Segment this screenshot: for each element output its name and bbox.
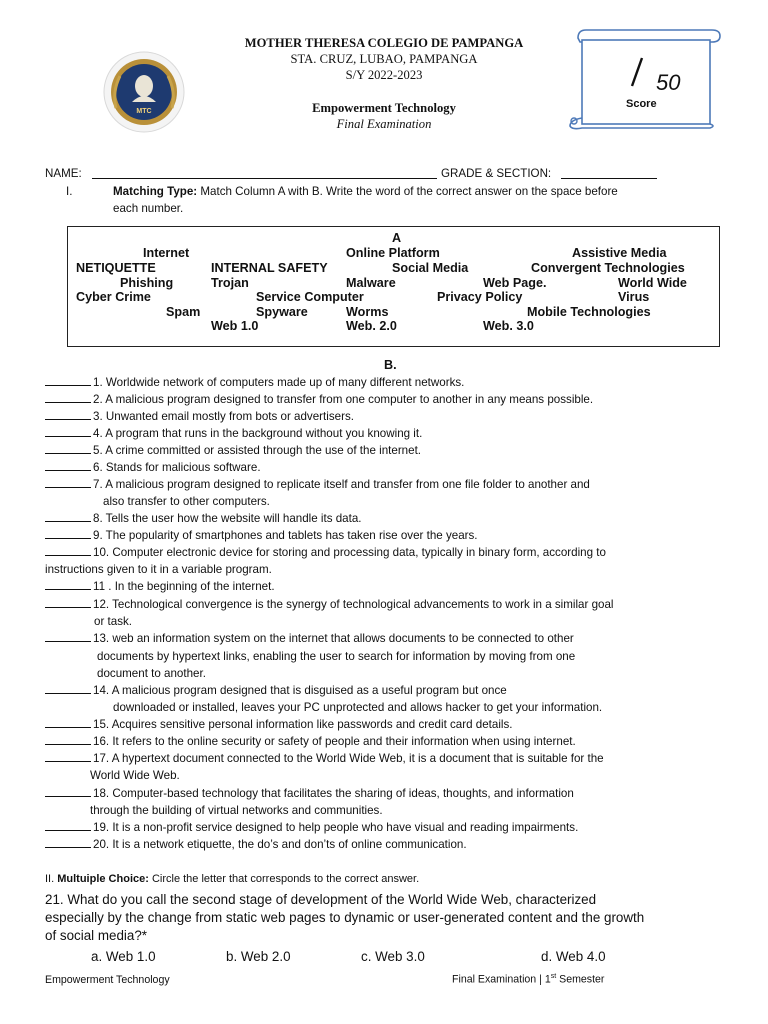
item-text: 14. A malicious program designed that is disguised as a useful program but once <box>93 684 507 697</box>
score-total: 50 <box>656 70 681 95</box>
word-mobile-technologies: Mobile Technologies <box>527 305 651 319</box>
item-text: 8. Tells the user how the website will handle its data. <box>93 512 362 525</box>
answer-blank[interactable] <box>45 838 91 848</box>
item-text: 18. Computer-based technology that facilitates the sharing of ideas, thoughts, and information <box>93 787 574 800</box>
item-5 <box>45 444 421 457</box>
item-11 <box>45 580 275 593</box>
logo-text: MTC <box>136 108 152 115</box>
answer-blank[interactable] <box>45 529 91 539</box>
item-20 <box>45 838 467 851</box>
word-internet: Internet <box>143 246 190 260</box>
question-21-cont2: of social media?* <box>45 928 147 943</box>
answer-blank[interactable] <box>45 410 91 420</box>
word-online-platform: Online Platform <box>346 246 440 260</box>
name-label: NAME: <box>45 167 82 180</box>
footer-exam <box>452 973 604 986</box>
item-2 <box>45 393 593 406</box>
item-7 <box>45 478 590 491</box>
item-text: 1. Worldwide network of computers made up of many different networks. <box>93 376 465 389</box>
column-a-heading: A <box>392 231 402 245</box>
item-text: 16. It refers to the online security or safety of people and their information when using internet. <box>93 735 576 748</box>
item-text: 2. A malicious program designed to transfer from one computer to another in any means possible. <box>93 393 594 406</box>
part2-instruction <box>45 873 419 885</box>
item-16 <box>45 735 576 748</box>
item-8 <box>45 512 362 525</box>
item-13 <box>45 632 574 645</box>
item-7-cont: also transfer to other computers. <box>103 495 270 508</box>
answer-blank[interactable] <box>45 393 91 403</box>
name-field[interactable] <box>92 178 437 179</box>
answer-blank[interactable] <box>45 735 91 745</box>
footer-exam-text: Final Examination | 1 <box>452 973 551 986</box>
item-text: 20. It is a network etiquette, the do’s and don’ts of online communication. <box>93 838 467 851</box>
word-service-computer: Service Computer <box>256 290 364 304</box>
item-text: 13. web an information system on the internet that allows documents to be connected to other <box>93 632 574 645</box>
subject-title: Empowerment Technology <box>312 101 456 115</box>
word-virus: Virus <box>618 290 650 304</box>
score-label: Score <box>626 98 657 110</box>
item-15 <box>45 718 513 731</box>
part1-number: I. <box>66 185 73 198</box>
word-spam: Spam <box>166 305 201 319</box>
word-phishing: Phishing <box>120 276 174 290</box>
item-3 <box>45 410 354 423</box>
item-text: 10. Computer electronic device for storing and processing data, typically in binary form, according to <box>93 546 606 559</box>
school-logo <box>102 50 186 134</box>
choice-c[interactable]: c. Web 3.0 <box>361 949 425 964</box>
answer-blank[interactable] <box>45 684 91 694</box>
answer-blank[interactable] <box>45 821 91 831</box>
item-17-cont: World Wide Web. <box>90 769 180 782</box>
school-year: S/Y 2022-2023 <box>345 68 423 82</box>
item-text: 4. A program that runs in the background without you knowing it. <box>93 427 423 440</box>
answer-blank[interactable] <box>45 478 91 488</box>
exam-title: Final Examination <box>336 117 432 131</box>
item-text: 17. A hypertext document connected to the World Wide Web, it is a document that is suitable for the <box>93 752 604 765</box>
grade-field[interactable] <box>561 178 657 179</box>
item-13-cont1: documents by hypertext links, enabling the user to search for information by moving from one <box>97 650 576 663</box>
answer-blank[interactable] <box>45 512 91 522</box>
part1-instruction <box>113 185 618 198</box>
column-b-heading: B. <box>384 358 397 372</box>
school-address: STA. CRUZ, LUBAO, PAMPANGA <box>290 52 478 66</box>
word-web-2: Web. 2.0 <box>346 319 397 333</box>
item-12 <box>45 598 614 611</box>
item-10-cont: instructions given to it in a variable program. <box>45 563 272 576</box>
question-21-cont1: especially by the change from static web pages to dynamic or user-generated content and the growth <box>45 910 645 925</box>
item-text: 19. It is a non-profit service designed to help people who have visual and reading impairments. <box>93 821 579 834</box>
item-text: 5. A crime committed or assisted through the use of the internet. <box>93 444 422 457</box>
item-6 <box>45 461 261 474</box>
answer-blank[interactable] <box>45 632 91 642</box>
answer-blank[interactable] <box>45 461 91 471</box>
grade-label: GRADE & SECTION: <box>441 167 552 180</box>
item-1 <box>45 376 464 389</box>
score-box <box>562 28 722 132</box>
answer-blank[interactable] <box>45 752 91 762</box>
footer-subject: Empowerment Technology <box>45 974 170 986</box>
word-cyber-crime: Cyber Crime <box>76 290 151 304</box>
answer-blank[interactable] <box>45 580 91 590</box>
item-4 <box>45 427 422 440</box>
question-21: 21. What do you call the second stage of development of the World Wide Web, characterized <box>45 892 597 907</box>
part2-number: II. <box>45 873 55 885</box>
item-19 <box>45 821 578 834</box>
school-name: MOTHER THERESA COLEGIO DE PAMPANGA <box>244 36 524 50</box>
footer-sup: st <box>550 973 557 980</box>
part1-instruction-cont: each number. <box>113 202 184 215</box>
word-assistive-media: Assistive Media <box>572 246 667 260</box>
item-18 <box>45 787 574 800</box>
word-web-page: Web Page. <box>483 276 547 290</box>
answer-blank[interactable] <box>45 444 91 454</box>
part2-title: Multuiple Choice: <box>57 873 149 885</box>
choice-a[interactable]: a. Web 1.0 <box>91 949 156 964</box>
item-text: 9. The popularity of smartphones and tablets has taken rise over the years. <box>93 529 478 542</box>
choice-b[interactable]: b. Web 2.0 <box>226 949 291 964</box>
item-text: 7. A malicious program designed to replicate itself and transfer from one file folder to another and <box>93 478 590 491</box>
part2-instruction-text: Circle the letter that corresponds to the correct answer. <box>148 873 420 885</box>
item-10 <box>45 546 606 559</box>
word-worms: Worms <box>346 305 389 319</box>
item-12-cont: or task. <box>94 615 133 628</box>
choice-d[interactable]: d. Web 4.0 <box>541 949 606 964</box>
word-web-3: Web. 3.0 <box>483 319 534 333</box>
word-privacy-policy: Privacy Policy <box>437 290 523 304</box>
item-17 <box>45 752 604 765</box>
part1-title: Matching Type: <box>113 185 198 198</box>
word-convergent-technologies: Convergent Technologies <box>531 261 685 275</box>
item-text: 3. Unwanted email mostly from bots or advertisers. <box>93 410 354 423</box>
word-world-wide: World Wide <box>618 276 687 290</box>
footer-semester: Semester <box>556 973 605 986</box>
word-social-media: Social Media <box>392 261 469 275</box>
item-13-cont2: document to another. <box>97 667 206 680</box>
word-netiquette: NETIQUETTE <box>76 261 156 275</box>
item-14-cont: downloaded or installed, leaves your PC unprotected and allows hacker to get your information. <box>113 701 603 714</box>
item-9 <box>45 529 478 542</box>
answer-blank[interactable] <box>45 598 91 608</box>
answer-blank[interactable] <box>45 787 91 797</box>
item-text: 12. Technological convergence is the synergy of technological advancements to work in a similar goal <box>93 598 614 611</box>
answer-blank[interactable] <box>45 376 91 386</box>
word-spyware: Spyware <box>256 305 308 319</box>
answer-blank[interactable] <box>45 427 91 437</box>
item-text: 6. Stands for malicious software. <box>93 461 261 474</box>
part1-instruction-text: Match Column A with B. Write the word of the correct answer on the space before <box>197 185 618 198</box>
word-malware: Malware <box>346 276 396 290</box>
item-14 <box>45 684 507 697</box>
item-text: 15. Acquires sensitive personal information like passwords and credit card details. <box>93 718 513 731</box>
item-text: 11 . In the beginning of the internet. <box>93 580 275 593</box>
word-web-1: Web 1.0 <box>211 319 259 333</box>
item-18-cont: through the building of virtual networks and communities. <box>90 804 383 817</box>
word-internal-safety: INTERNAL SAFETY <box>211 261 328 275</box>
word-trojan: Trojan <box>211 276 249 290</box>
answer-blank[interactable] <box>45 546 91 556</box>
answer-blank[interactable] <box>45 718 91 728</box>
